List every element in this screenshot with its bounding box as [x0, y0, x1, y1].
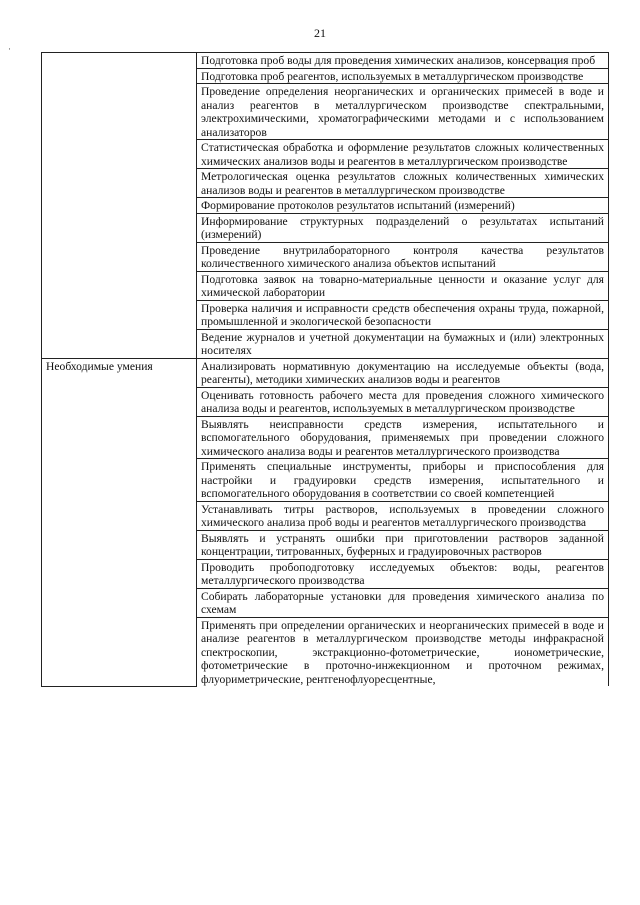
- section-item: Проводить пробоподготовку исследуемых объектов: воды, реагентов металлургического производства: [197, 559, 609, 588]
- table-row: [42, 358, 609, 387]
- section-item: Подготовка заявок на товарно-материальные ценности и оказание услуг для химической лаборатории: [197, 271, 609, 300]
- section-item: Формирование протоколов результатов испытаний (измерений): [197, 198, 609, 214]
- section-item: Проверка наличия и исправности средств обеспечения охраны труда, пожарной, промышленной и экологической безопасности: [197, 300, 609, 329]
- section-item: Выявлять и устранять ошибки при приготовлении растворов заданной концентрации, титрованных, буферных и градуировочных растворов: [197, 530, 609, 559]
- section-item: Ведение журналов и учетной документации на бумажных и (или) электронных носителях: [197, 329, 609, 358]
- section-item: Выявлять неисправности средств измерения, испытательного и вспомогательного оборудования, применяемых при проведении сложного химического анализа воды и реагентов металлургического производства: [197, 416, 609, 459]
- section-item: Метрологическая оценка результатов сложных количественных химических анализов воды и реагентов в металлургическом производстве: [197, 169, 609, 198]
- section-item: Собирать лабораторные установки для проведения химического анализа по схемам: [197, 588, 609, 617]
- section-item: Подготовка проб реагентов, используемых в металлургическом производстве: [197, 68, 609, 84]
- section-item: Устанавливать титры растворов, используемых в проведении сложного химического анализа проб воды и реагентов металлургического производства: [197, 501, 609, 530]
- section-item: Подготовка проб воды для проведения химических анализов, консервация проб: [197, 53, 609, 69]
- table-body: [42, 53, 609, 687]
- section-label: [42, 53, 197, 359]
- section-item: Применять специальные инструменты, приборы и приспособления для настройки и градуировки средств измерения, испытательного и вспомогательного оборудования в соответствии со своей компетенцией: [197, 459, 609, 502]
- margin-mark: ·: [8, 44, 11, 54]
- section-item: Информирование структурных подразделений о результатах испытаний (измерений): [197, 213, 609, 242]
- section-item: Проведение внутрилабораторного контроля качества результатов количественного химического анализа объектов испытаний: [197, 242, 609, 271]
- competency-table: [41, 52, 609, 687]
- section-item: Оценивать готовность рабочего места для проведения сложного химического анализа воды и реагентов, используемых в металлургическом производстве: [197, 387, 609, 416]
- section-item: Проведение определения неорганических и органических примесей в воде и анализ реагентов в металлургическом производстве спектральными, электрохимическими, хроматографическими методами и с использованием анализаторов: [197, 84, 609, 140]
- table-row: [42, 53, 609, 69]
- section-label: Необходимые умения: [42, 358, 197, 686]
- section-item: Статистическая обработка и оформление результатов сложных количественных химических анализов воды и реагентов в металлургическом производстве: [197, 140, 609, 169]
- section-item: Анализировать нормативную документацию на исследуемые объекты (вода, реагенты), методики химических анализов воды и реагентов: [197, 358, 609, 387]
- section-item: Применять при определении органических и неорганических примесей в воде и анализе реагентов в металлургическом производстве методы инфракрасной спектроскопии, экстракционно-фотометрические, ионометрические, фотометрические в проточно-инжекционном и проточном режимах, флуориметрические, рентгенофлуоресцентные,: [197, 617, 609, 686]
- page-number: 21: [314, 26, 326, 40]
